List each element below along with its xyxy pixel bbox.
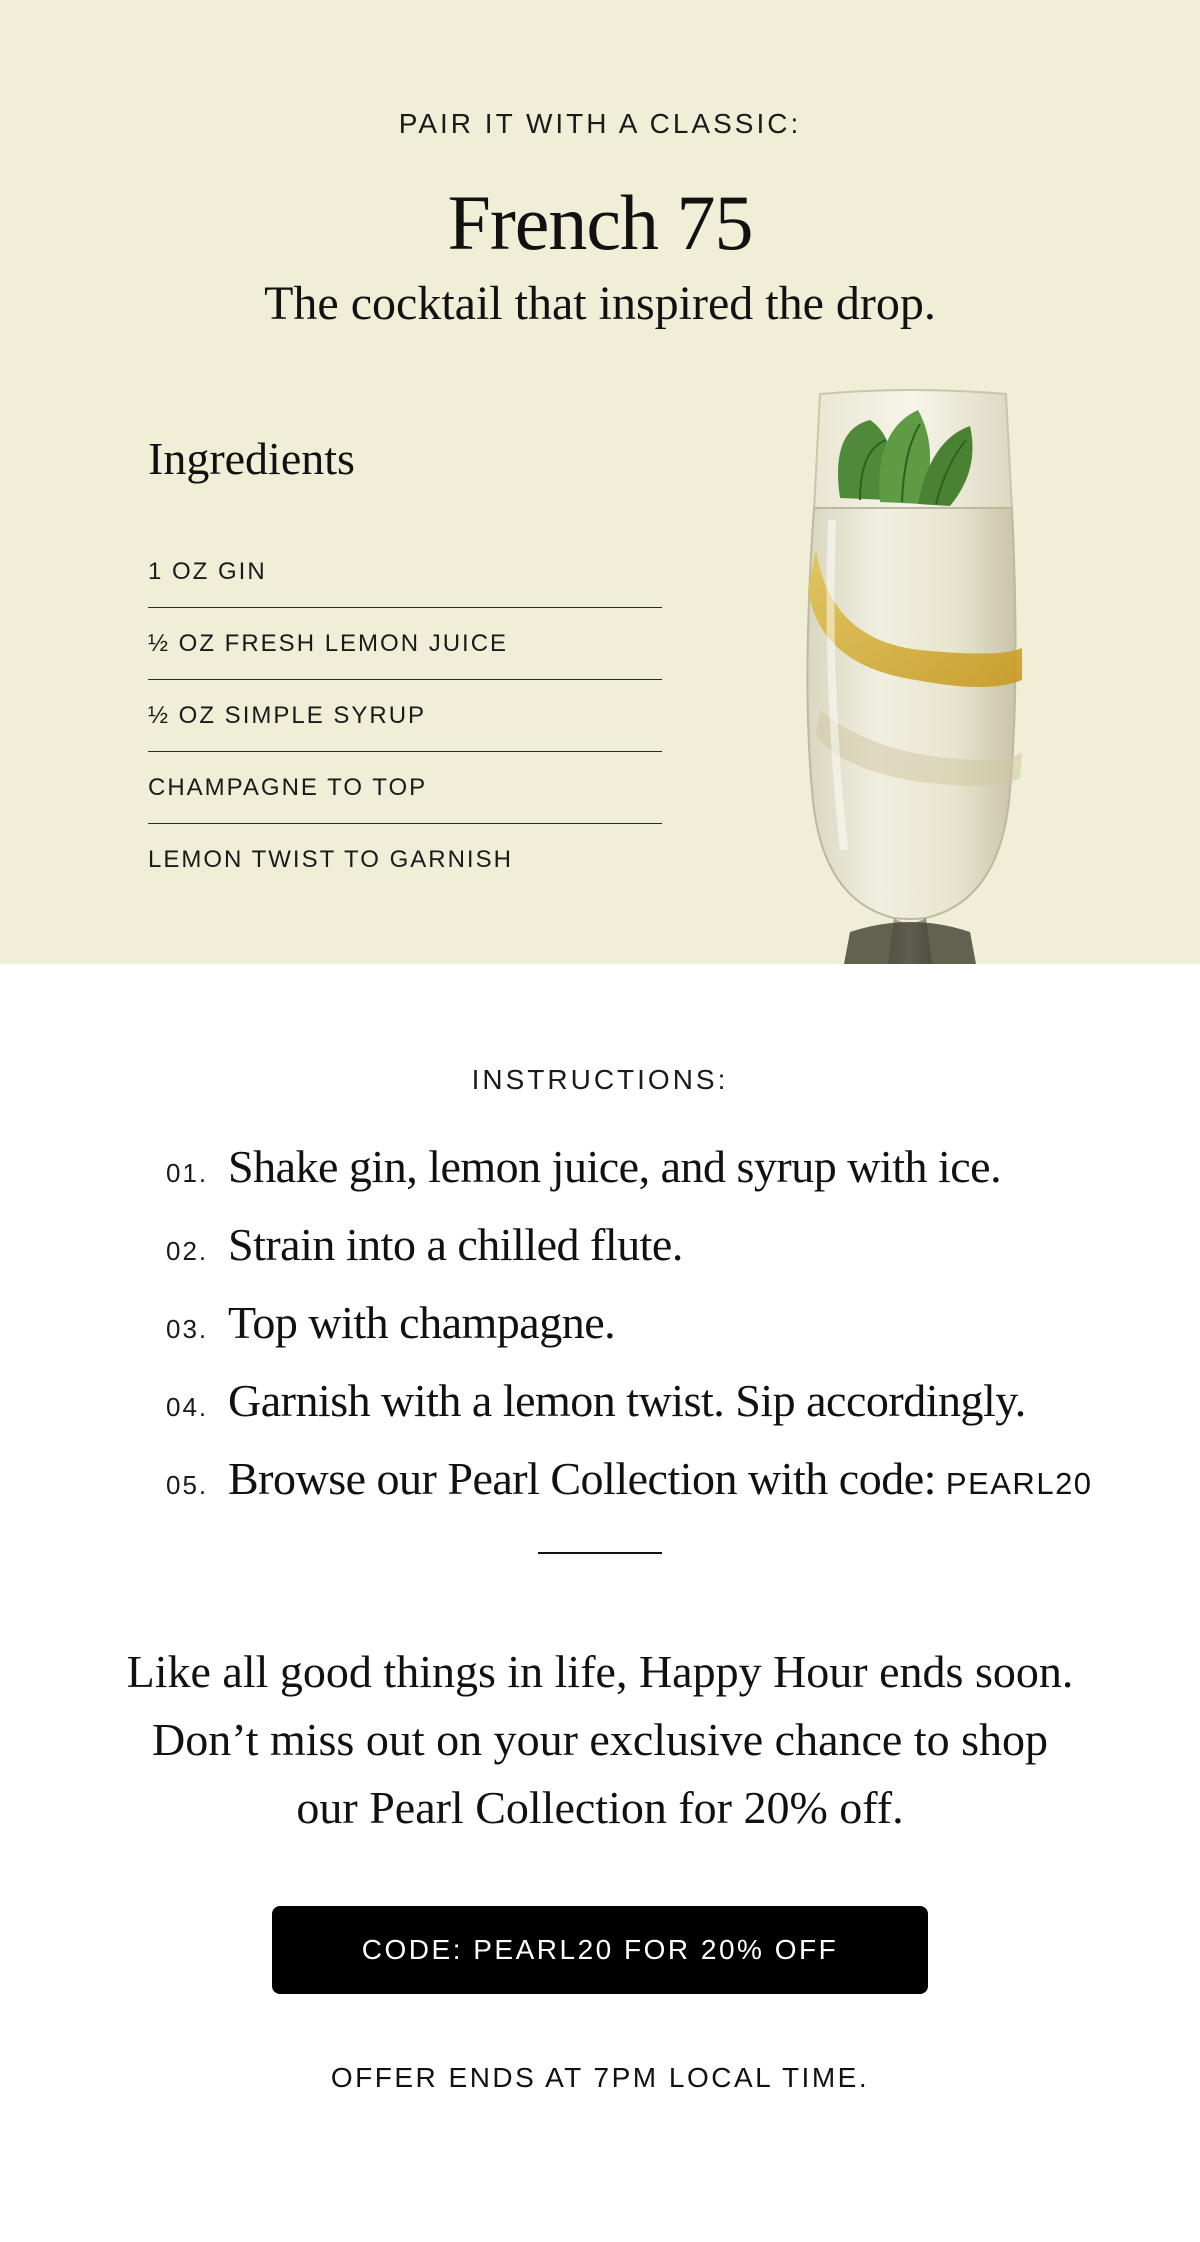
step-number: 01. [166,1158,209,1188]
instruction-step [166,1296,1093,1374]
step-text: Garnish with a lemon twist. Sip accordingly. [228,1375,1026,1426]
step-text: Shake gin, lemon juice, and syrup with ice. [228,1141,1002,1192]
step-text: Top with champagne. [228,1297,616,1348]
ingredient-item: ½ OZ SIMPLE SYRUP [148,680,662,752]
step-number: 05. [166,1470,209,1500]
section-divider [538,1552,662,1554]
step-text: Strain into a chilled flute. [228,1219,683,1270]
ingredient-item: ½ OZ FRESH LEMON JUICE [148,608,662,680]
promo-code-button[interactable]: CODE: PEARL20 FOR 20% OFF [272,1906,928,1994]
instruction-step [166,1452,1093,1530]
ingredients-list [148,536,662,896]
instruction-step [166,1218,1093,1296]
promo-code: PEARL20 [945,1466,1093,1501]
hero-section [0,0,1200,964]
step-number: 03. [166,1314,209,1344]
ingredients-heading: Ingredients [148,433,355,484]
ingredient-item: CHAMPAGNE TO TOP [148,752,662,824]
closing-message: Like all good things in life, Happy Hour ends soon. Don’t miss out on your exclusive chance to shop our Pearl Collection for 20% off. [126,1646,1074,1833]
instructions-list [166,1140,1093,1530]
step-number: 04. [166,1392,209,1422]
step-number: 02. [166,1236,209,1266]
instruction-step [166,1140,1093,1218]
cocktail-subtitle: The cocktail that inspired the drop. [264,277,936,330]
eyebrow-label: PAIR IT WITH A CLASSIC: [398,108,802,139]
instructions-label: INSTRUCTIONS: [471,1064,729,1095]
ingredient-item: 1 OZ GIN [148,536,662,608]
cocktail-title: French 75 [447,179,753,266]
ingredient-item: LEMON TWIST TO GARNISH [148,846,513,873]
step-text: Browse our Pearl Collection with code: [228,1453,936,1504]
champagne-flute-icon [790,380,1050,964]
offer-deadline: OFFER ENDS AT 7PM LOCAL TIME. [330,2062,870,2093]
instruction-step [166,1374,1093,1452]
